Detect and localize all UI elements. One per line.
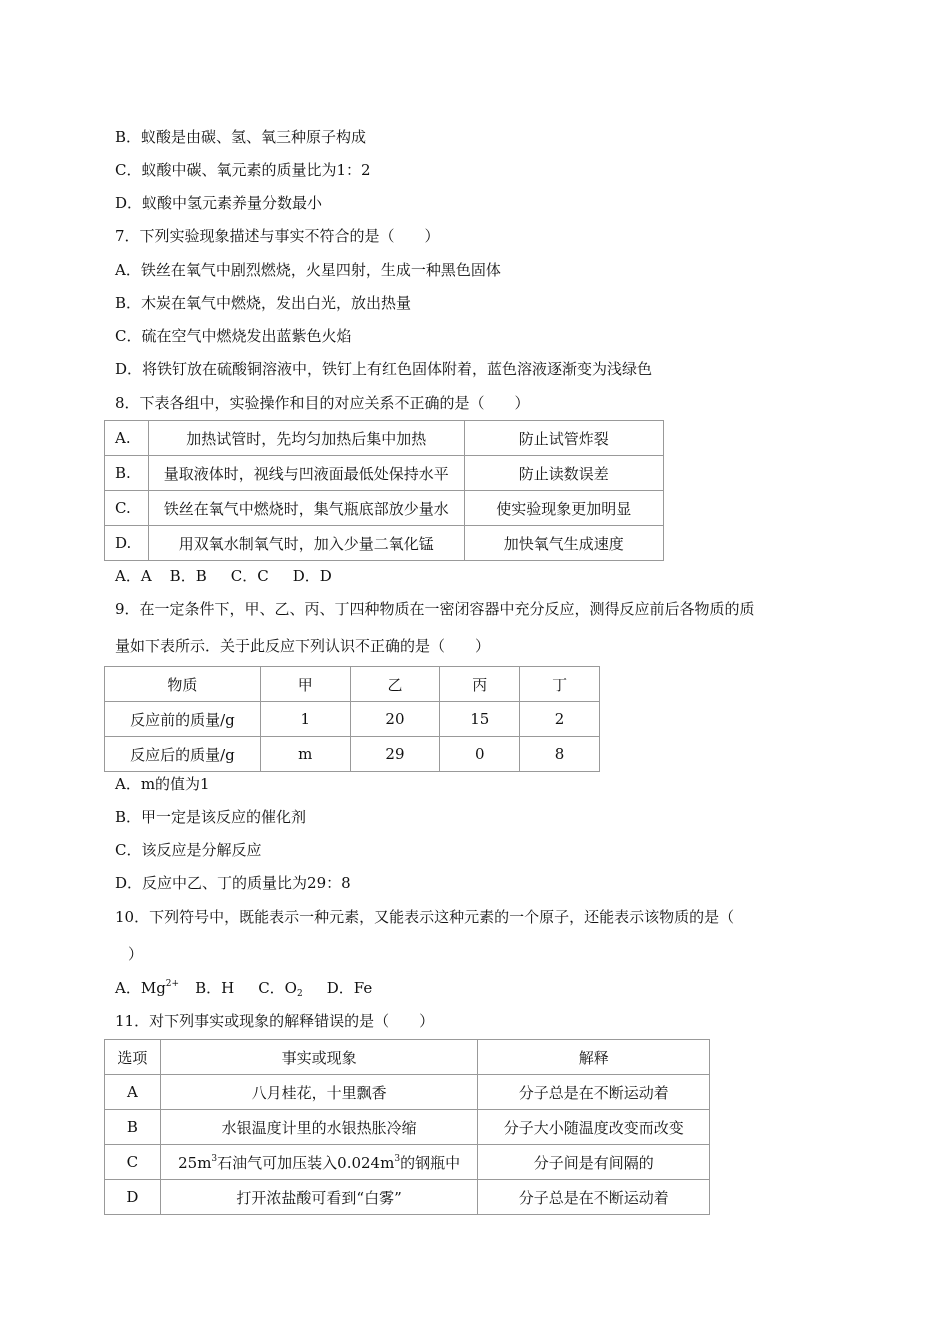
- table-cell: D.: [105, 526, 149, 561]
- table-cell: 分子总是在不断运动着: [478, 1075, 710, 1110]
- table-cell: 29: [350, 737, 440, 772]
- table-cell: 2: [520, 702, 600, 737]
- table-row: [105, 421, 664, 456]
- q10-option-a: A．$Mg^{2+}$: [115, 979, 180, 997]
- table-cell: 铁丝在氧气中燃烧时，集气瓶底部放少量水: [148, 491, 464, 526]
- table-cell: B: [105, 1110, 161, 1145]
- table-cell: A: [105, 1075, 161, 1110]
- table-cell: $25m^3$石油气可加压装入$0.024m^3$的钢瓶中: [160, 1145, 478, 1180]
- table-cell: 反应后的质量/g: [105, 737, 261, 772]
- table-cell: 防止试管炸裂: [464, 421, 663, 456]
- q6-option-c: C．蚁酸中碳、氧元素的质量比为1：2: [115, 161, 371, 179]
- table-header-cell: 选项: [105, 1040, 161, 1075]
- q7-option-b: B．木炭在氧气中燃烧，发出白光，放出热量: [115, 294, 412, 312]
- q10-stem-line2: ）: [128, 945, 144, 963]
- table-cell: C: [105, 1145, 161, 1180]
- table-row: [105, 1180, 710, 1215]
- table-header-cell: 丁: [520, 667, 600, 702]
- table-header-cell: 事实或现象: [160, 1040, 478, 1075]
- q6-option-b: B．蚁酸是由碳、氢、氧三种原子构成: [115, 128, 367, 146]
- q8-table: [104, 420, 664, 561]
- q9-table: [104, 666, 600, 772]
- table-row: [105, 737, 600, 772]
- q8-option-a: A．A: [115, 567, 152, 585]
- q11-table: [104, 1039, 710, 1215]
- q10-option-c: C．$O_2$: [258, 979, 303, 999]
- table-header-cell: 物质: [105, 667, 261, 702]
- q10-stem-line1: 10．下列符号中，既能表示一种元素，又能表示这种元素的一个原子，还能表示该物质的是（: [115, 908, 735, 926]
- table-cell: C.: [105, 491, 149, 526]
- table-row: [105, 526, 664, 561]
- table-cell: 20: [350, 702, 440, 737]
- q9-option-a: A．m的值为1: [115, 775, 210, 793]
- q9-stem-line1: 9．在一定条件下，甲、乙、丙、丁四种物质在一密闭容器中充分反应，测得反应前后各物质的质: [115, 600, 755, 618]
- table-cell: 水银温度计里的水银热胀冷缩: [160, 1110, 478, 1145]
- q9-option-c: C．该反应是分解反应: [115, 841, 262, 859]
- table-cell: 加快氧气生成速度: [464, 526, 663, 561]
- table-cell: B.: [105, 456, 149, 491]
- table-cell: 量取液体时，视线与凹液面最低处保持水平: [148, 456, 464, 491]
- q11-stem: 11．对下列事实或现象的解释错误的是（ ）: [115, 1012, 435, 1030]
- q8-options: [115, 566, 332, 586]
- q9-option-d: D．反应中乙、丁的质量比为29：8: [115, 874, 351, 892]
- table-cell: 分子大小随温度改变而改变: [478, 1110, 710, 1145]
- q7-stem: 7．下列实验现象描述与事实不符合的是（ ）: [115, 227, 440, 245]
- table-row: [105, 491, 664, 526]
- table-row: [105, 1145, 710, 1180]
- q10-options: [115, 978, 372, 998]
- table-header-cell: 解释: [478, 1040, 710, 1075]
- table-header-row: [105, 667, 600, 702]
- q9-option-b: B．甲一定是该反应的催化剂: [115, 808, 307, 826]
- q7-option-c: C．硫在空气中燃烧发出蓝紫色火焰: [115, 327, 352, 345]
- table-header-row: [105, 1040, 710, 1075]
- table-cell: 8: [520, 737, 600, 772]
- table-cell: A.: [105, 421, 149, 456]
- table-cell: m: [260, 737, 350, 772]
- q7-option-d: D．将铁钉放在硫酸铜溶液中，铁钉上有红色固体附着，蓝色溶液逐渐变为浅绿色: [115, 360, 653, 378]
- table-cell: 打开浓盐酸可看到“白雾”: [160, 1180, 478, 1215]
- table-cell: 分子总是在不断运动着: [478, 1180, 710, 1215]
- table-cell: 反应前的质量/g: [105, 702, 261, 737]
- table-cell: 使实验现象更加明显: [464, 491, 663, 526]
- table-row: [105, 456, 664, 491]
- q9-stem-line2: 量如下表所示．关于此反应下列认识不正确的是（ ）: [115, 637, 491, 655]
- table-cell: 分子间是有间隔的: [478, 1145, 710, 1180]
- table-cell: 防止读数误差: [464, 456, 663, 491]
- table-cell: 八月桂花，十里飘香: [160, 1075, 478, 1110]
- q8-option-d: D．D: [292, 567, 332, 585]
- table-cell: 加热试管时，先均匀加热后集中加热: [148, 421, 464, 456]
- q8-option-b: B．B: [169, 567, 207, 585]
- table-cell: D: [105, 1180, 161, 1215]
- q10-option-b: B．H: [195, 979, 235, 997]
- table-header-cell: 甲: [260, 667, 350, 702]
- table-row: [105, 1110, 710, 1145]
- table-row: [105, 1075, 710, 1110]
- table-header-cell: 乙: [350, 667, 440, 702]
- table-cell: 15: [440, 702, 520, 737]
- q8-option-c: C．C: [230, 567, 269, 585]
- q8-stem: 8．下表各组中，实验操作和目的对应关系不正确的是（ ）: [115, 394, 530, 412]
- q6-option-d: D．蚁酸中氢元素养量分数最小: [115, 194, 323, 212]
- table-header-cell: 丙: [440, 667, 520, 702]
- q10-option-d: D．Fe: [326, 979, 373, 997]
- table-cell: 0: [440, 737, 520, 772]
- q7-option-a: A．铁丝在氧气中剧烈燃烧，火星四射，生成一种黑色固体: [115, 261, 501, 279]
- table-cell: 用双氧水制氧气时，加入少量二氧化锰: [148, 526, 464, 561]
- table-row: [105, 702, 600, 737]
- table-cell: 1: [260, 702, 350, 737]
